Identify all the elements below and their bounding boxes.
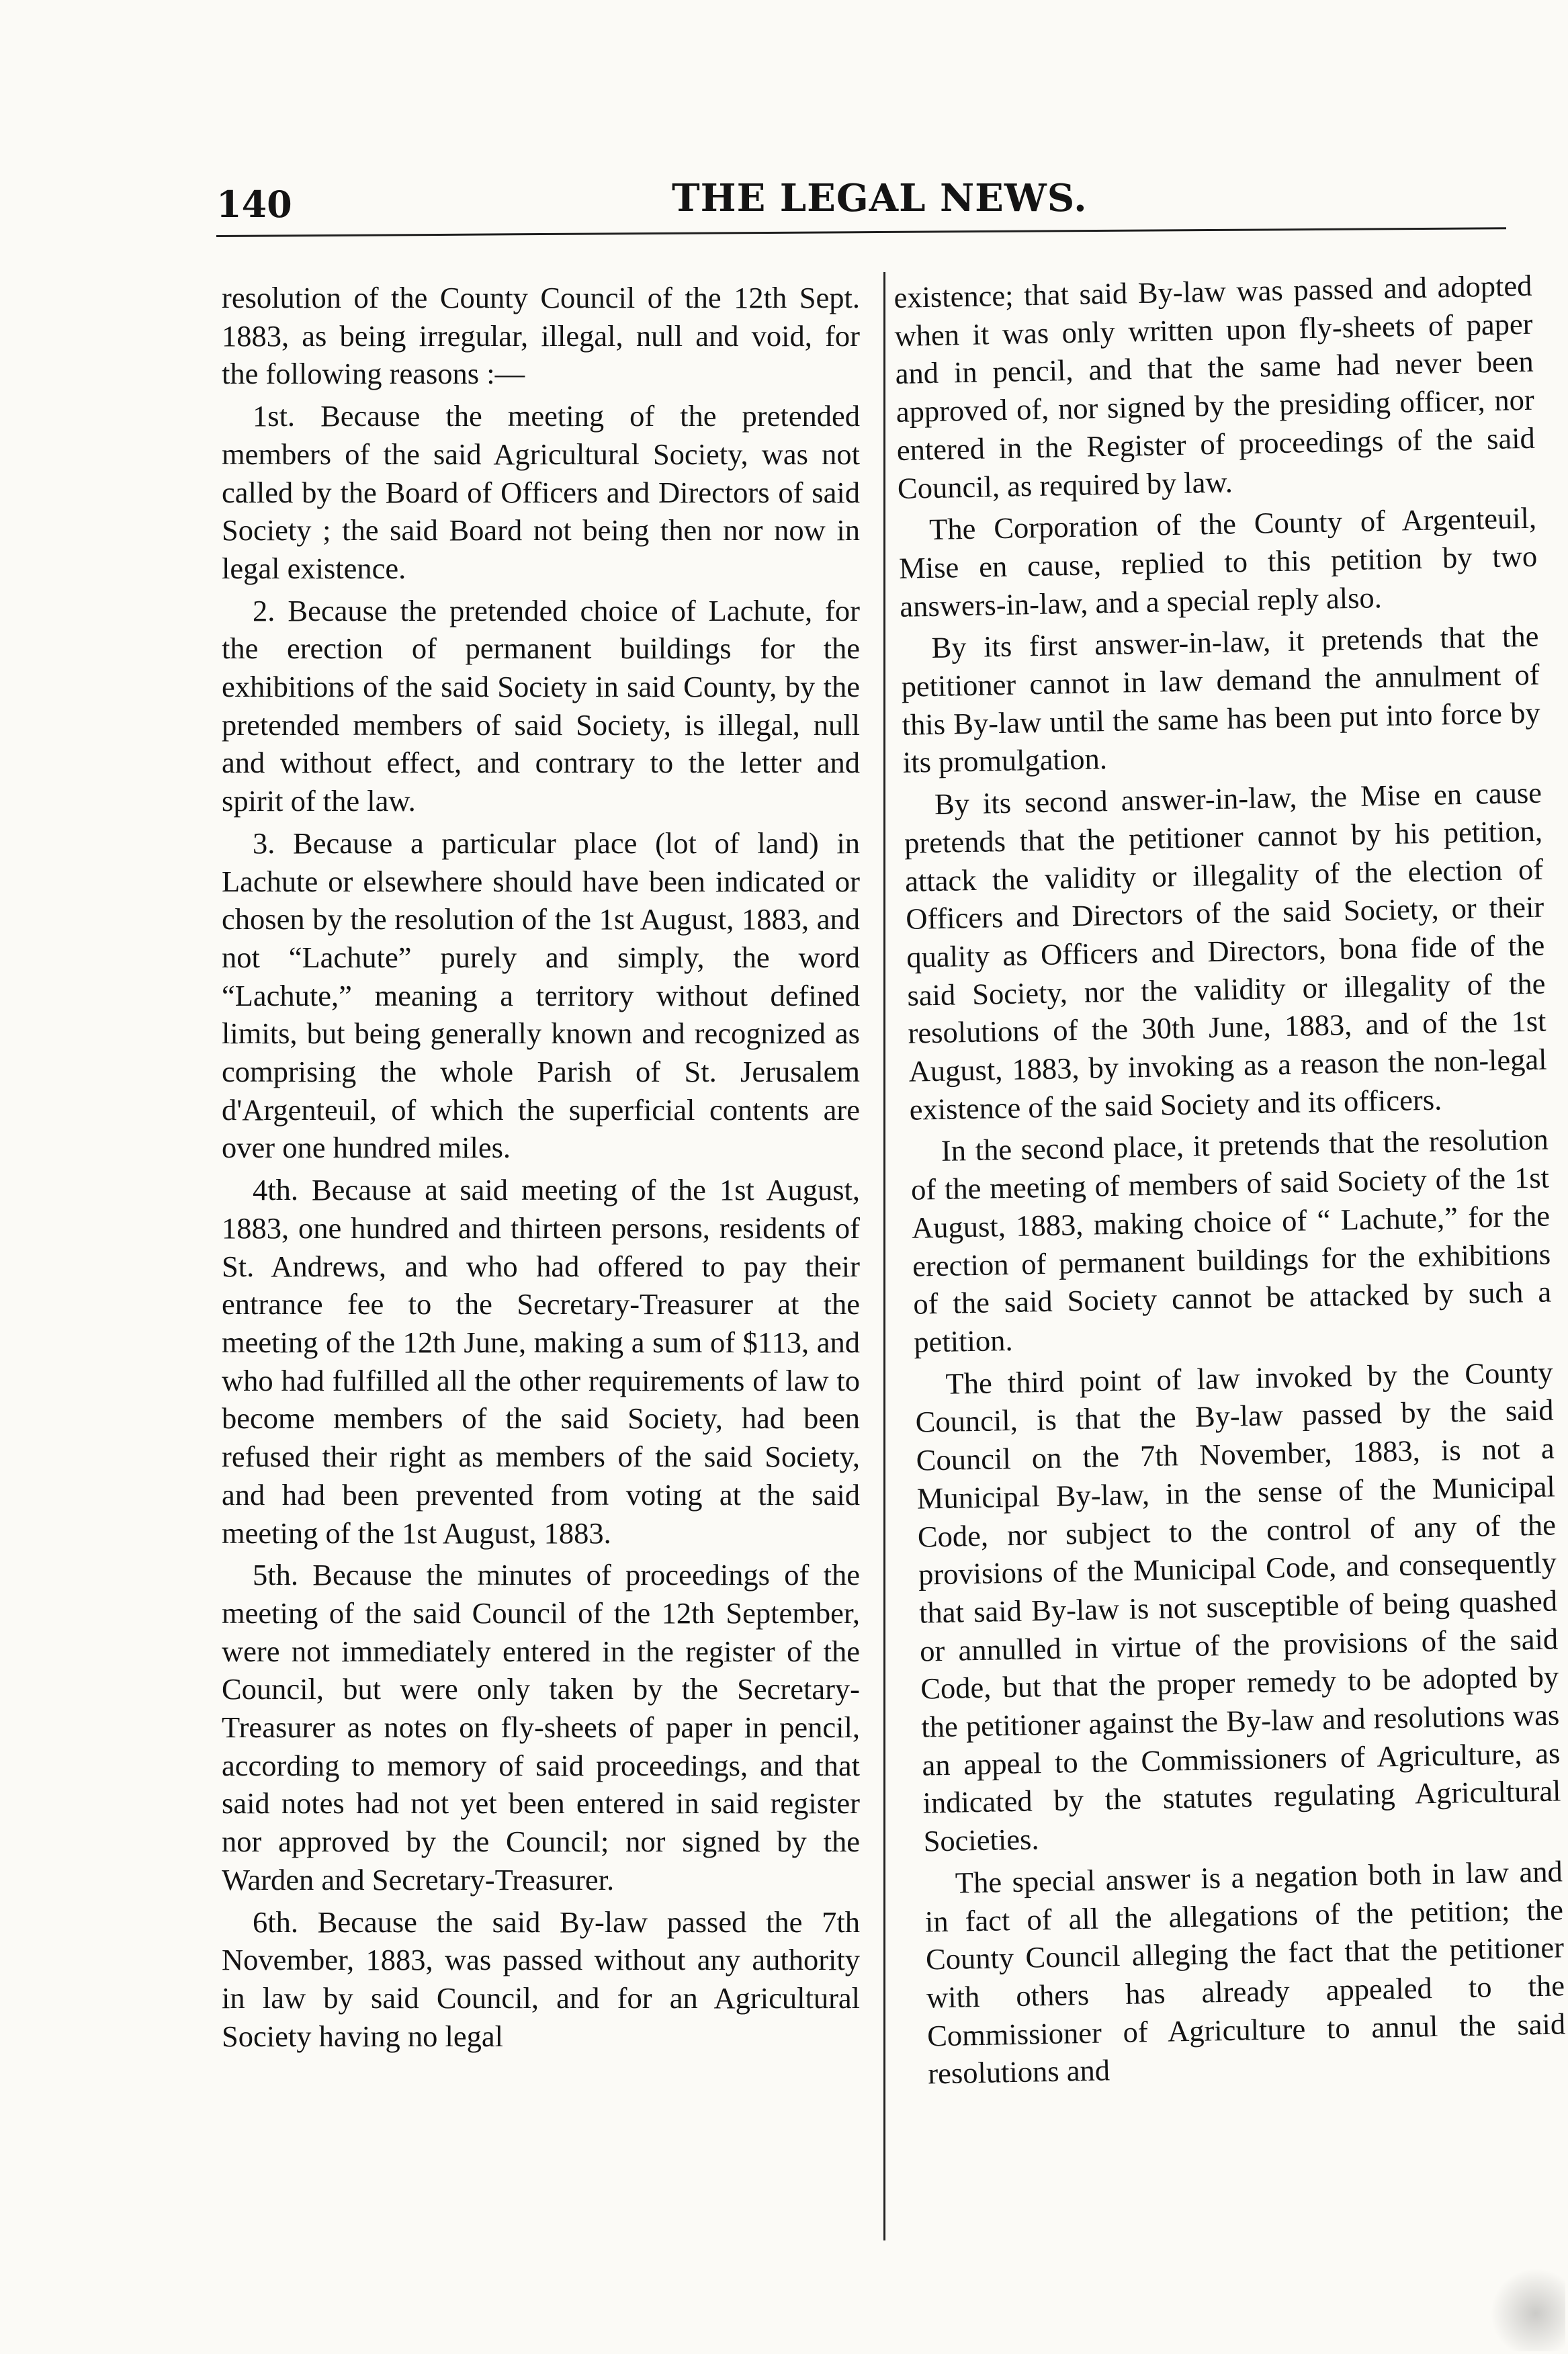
right-paragraph-4: By its second answer-in-law, the Mise en cause pretends that the petitioner cannot by his petition, attack the validity or illegality of the election of Officers and Directors of the said Society, or their quality as Officers and Directors, bona fide of the said Society, nor the validity or illegality of the resolutions of the 30th June, 1883, and of the 1st August, 1883, by invoking as a reason the non-legal existence of the said Society and its officers. bbox=[904, 775, 1547, 1127]
left-paragraph-3: 2. Because the pretended choice of Lachute, for the erection of permanent buildings for the exhibitions of the said Society in said County, by the pretended members of said Society, is illegal, null and without effect, and contrary to the letter and spirit of the law. bbox=[222, 593, 860, 818]
right-paragraph-3: By its first answer-in-law, it pretends that the petitioner cannot in law demand the annulment of this By-law until the same has been put into force by its promulgation. bbox=[901, 619, 1541, 780]
left-paragraph-4: 3. Because a particular place (lot of land) in Lachute or elsewhere should have been indicated or chosen by the resolution of the 1st August, 1883, and not “Lachute” purely and simply, the word “Lachute,” meaning a territory without defined limits, but being generally known and recognized as comprising the whole Parish of St. Jerusalem d'Argenteuil, of which the superficial contents are over one hundred miles. bbox=[222, 826, 860, 1165]
page-number: 140 bbox=[216, 183, 292, 226]
left-paragraph-5: 4th. Because at said meeting of the 1st August, 1883, one hundred and thirteen persons, residents of St. Andrews, and who had offered to pay their entrance fee to the Secretary-Treasurer at the meeting of the 12th June, making a sum of $113, and who had fulfilled all the other requirements of law to become members of the said Society, had been refused their right as members of the said Society, and had been prevented from voting at the said meeting of the 1st August, 1883. bbox=[222, 1173, 860, 1550]
right-paragraph-1: existence; that said By-law was passed and adopted when it was only written upon fly-sheets of paper and in pencil, and that the same had never been approved of, nor signed by the presiding officer, nor entered in the Register of proceedings of the said Council, as required by law. bbox=[894, 268, 1536, 505]
right-paragraph-7: The special answer is a negation both in law and in fact of all the allegations of the petition; the County Council alleging the fact that the petitioner with others has already appealed to the Commissioner of Agriculture to annul the said resolutions and bbox=[924, 1854, 1566, 2091]
right-paragraph-5: In the second place, it pretends that the resolution of the meeting of members of said Society of the 1st August, 1883, making choice of “ Lachute,” for the erection of permanent buildings for the exhibitions of the said Society cannot be attacked by such a petition. bbox=[910, 1122, 1552, 1359]
left-paragraph-2: 1st. Because the meeting of the pretended members of the said Agricultural Society, was not called by the Board of Officers and Directors of said Society ; the said Board not being then nor now in legal existence. bbox=[222, 399, 860, 585]
column-divider bbox=[883, 272, 885, 2240]
right-paragraph-6: The third point of law invoked by the County Council, is that the By-law passed by the said Council on the 7th November, 1883, is not a Municipal By-law, in the sense of the Municipal Code, nor subject to the control of any of the provisions of the Municipal Code, and consequently that said By-law is not susceptible of being quashed or annulled in virtue of the provisions of the said Code, but that the proper remedy to be adopted by the petitioner against the By-law and resolutions was an appeal to the Commissioners of Agriculture, as indicated by the statutes regulating Agricultural Societies. bbox=[915, 1355, 1561, 1858]
page-edge-smudge bbox=[1491, 2267, 1565, 2351]
right-paragraph-2: The Corporation of the County of Argenteuil, Mise en cause, replied to this petition by two answers-in-law, and a special reply also. bbox=[898, 500, 1538, 623]
right-column bbox=[894, 267, 1567, 2097]
header-rule bbox=[216, 227, 1506, 237]
left-column bbox=[222, 279, 860, 2059]
left-paragraph-7: 6th. Because the said By-law passed the 7th November, 1883, was passed without any authority in law by said Council, and for an Agricultural Society having no legal bbox=[222, 1905, 860, 2053]
left-paragraph-6: 5th. Because the minutes of proceedings of the meeting of the said Council of the 12th September, were not immediately entered in the register of the Council, but were only taken by the Secretary-Treasurer as notes on fly-sheets of paper in pencil, according to memory of said proceedings, and that said notes had not yet been entered in said register nor approved by the Council; nor signed by the Warden and Secretary-Treasurer. bbox=[222, 1558, 860, 1897]
running-head: THE LEGAL NEWS. bbox=[672, 176, 1088, 220]
left-paragraph-1: resolution of the County Council of the 12th Sept. 1883, as being irregular, illegal, null and void, for the following reasons :— bbox=[222, 281, 860, 391]
